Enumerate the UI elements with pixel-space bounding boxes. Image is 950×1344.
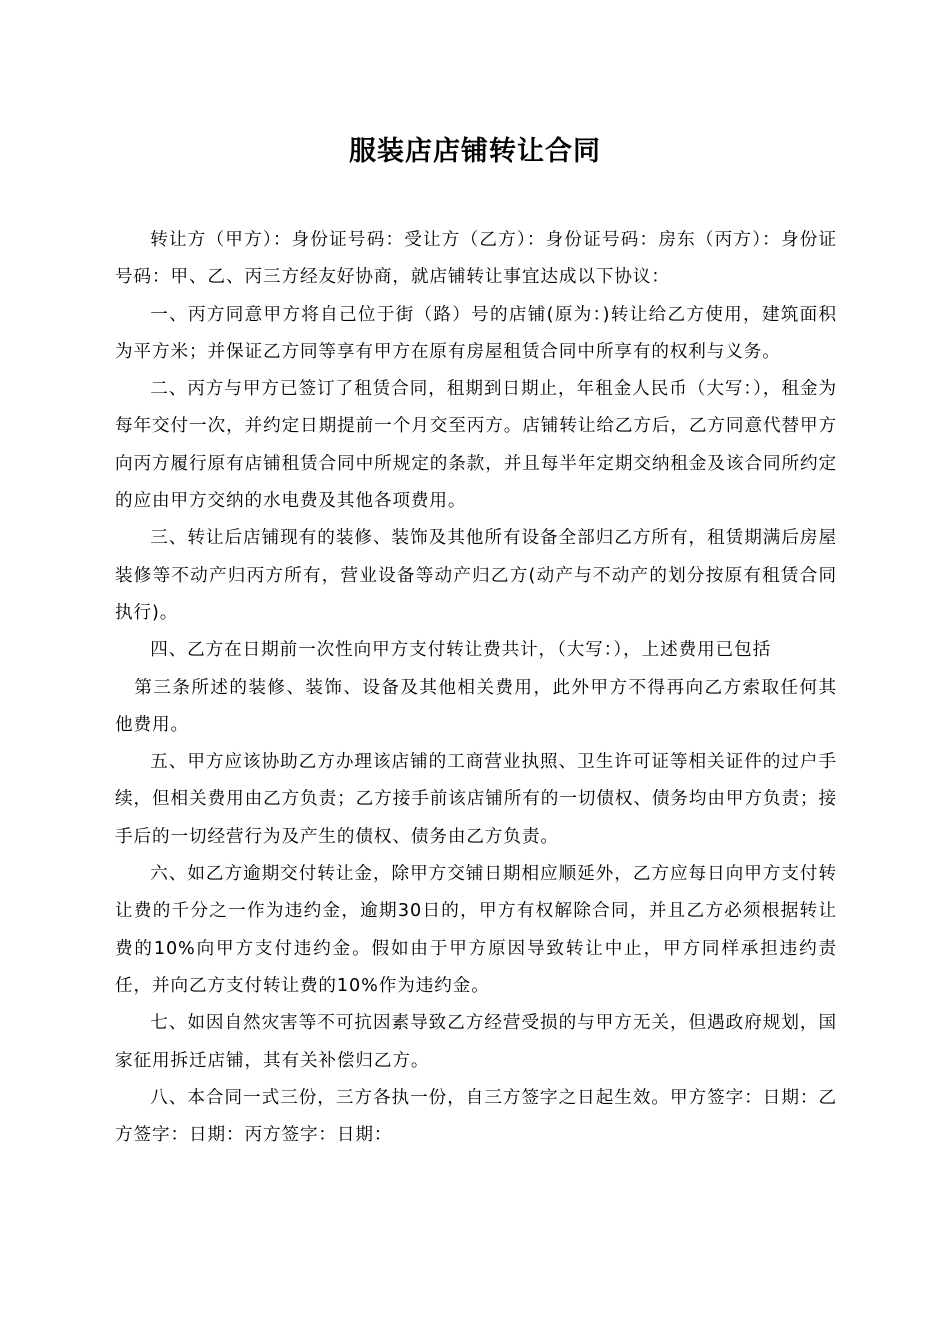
paragraph-clause-3: 三、转让后店铺现有的装修、装饰及其他所有设备全部归乙方所有，租赁期满后房屋装修等不动产归丙方所有，营业设备等动产归乙方(动产与不动产的划分按原有租赁合同执行)。 [115,528,837,623]
paragraph-clause-8-signatures: 八、本合同一式三份，三方各执一份，自三方签字之日起生效。甲方签字：日期：乙方签字：日期：丙方签字：日期： [115,1087,837,1146]
paragraph-intro: 转让方（甲方）：身份证号码：受让方（乙方）：身份证号码：房东（丙方）：身份证号码：甲、乙、丙三方经友好协商，就店铺转让事宜达成以下协议： [115,230,837,288]
paragraph-clause-4-continued: 第三条所述的装修、装饰、设备及其他相关费用，此外甲方不得再向乙方索取任何其他费用。 [115,677,837,735]
document-body [115,222,837,1154]
paragraph-clause-2: 二、丙方与甲方已签订了租赁合同，租期到日期止，年租金人民币（大写：），租金为每年交付一次，并约定日期提前一个月交至丙方。店铺转让给乙方后，乙方同意代替甲方向丙方履行原有店铺租赁合同中所规定的条款，并且每半年定期交纳租金及该合同所约定的应由甲方交纳的水电费及其他各项费用。 [115,379,837,512]
paragraph-clause-5: 五、甲方应该协助乙方办理该店铺的工商营业执照、卫生许可证等相关证件的过户手续，但相关费用由乙方负责；乙方接手前该店铺所有的一切债权、债务均由甲方负责；接手后的一切经营行为及产生的债权、债务由乙方负责。 [115,752,837,847]
paragraph-clause-4: 四、乙方在日期前一次性向甲方支付转让费共计，（大写：），上述费用已包括 [150,640,772,661]
paragraph-clause-1: 一、丙方同意甲方将自己位于街（路）号的店铺(原为：)转让给乙方使用，建筑面积为平方米；并保证乙方同等享有甲方在原有房屋租赁合同中所享有的权利与义务。 [115,304,837,362]
paragraph-clause-6: 六、如乙方逾期交付转让金，除甲方交铺日期相应顺延外，乙方应每日向甲方支付转让费的千分之一作为违约金，逾期30日的，甲方有权解除合同，并且乙方必须根据转让费的10%向甲方支付违约金。假如由于甲方原因导致转让中止，甲方同样承担违约责任，并向乙方支付转让费的10%作为违约金。 [115,864,837,996]
document-title: 服装店店铺转让合同 [349,136,601,167]
paragraph-clause-7: 七、如因自然灾害等不可抗因素导致乙方经营受损的与甲方无关，但遇政府规划，国家征用拆迁店铺，其有关补偿归乙方。 [115,1013,837,1071]
